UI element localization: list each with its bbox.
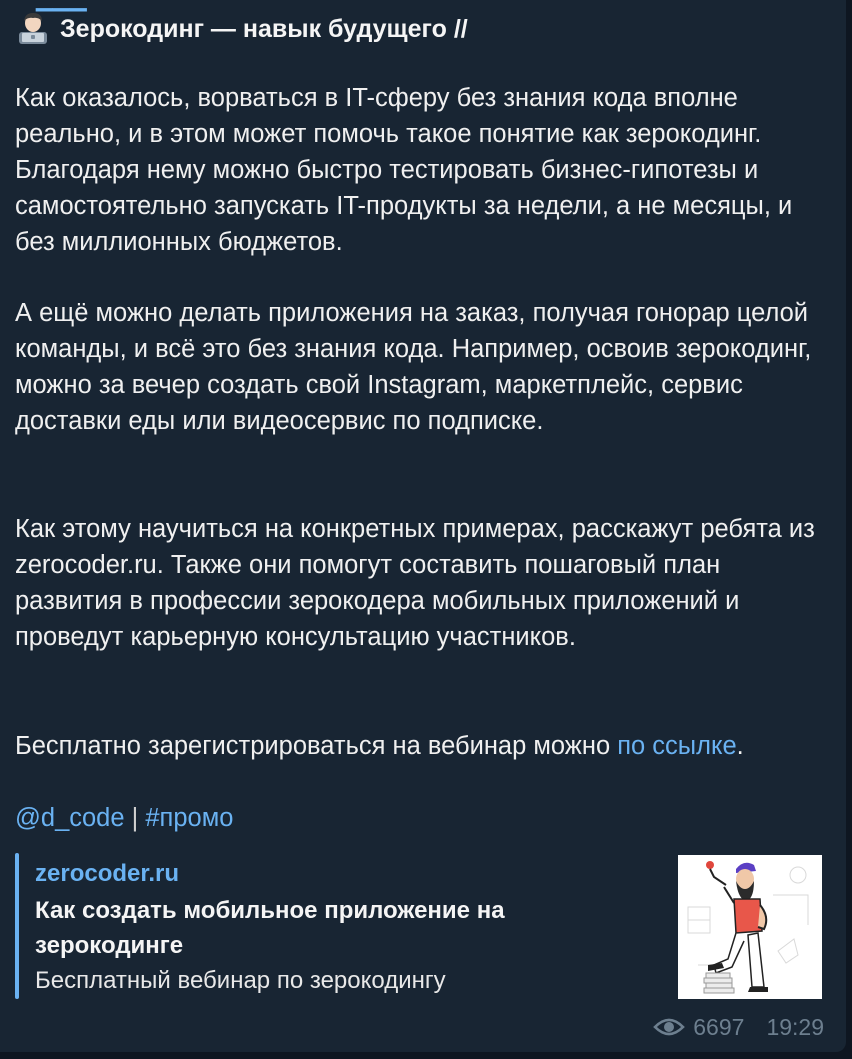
eye-icon [653, 1016, 685, 1038]
tag-separator: | [124, 804, 146, 832]
link-preview-title: Как создать мобильное приложение на зерокодинге [35, 897, 505, 959]
link-preview-accent-bar [15, 853, 19, 999]
message-meta [653, 1012, 824, 1042]
link-preview[interactable] [15, 853, 825, 999]
post-paragraph-1: Как оказалось, ворваться в IT-сферу без знания кода вполне реально, и в этом может помочь такое понятие как зерокодинг. Благодаря нему можно быстро тестировать бизнес-гипотезы и самостоятельно запускать IT-продукты за недели, а не месяцы, и без миллионных бюджетов. [15, 84, 793, 256]
link-preview-description: Бесплатный вебинар по зерокодингу [35, 967, 446, 994]
post-paragraph-3: Как этому научиться на конкретных примерах, расскажут ребята из zerocoder.ru. Также они помогут составить пошаговый план развития в профессии зерокодера мобильных приложений и проведут карьерную консультацию участников. [15, 515, 815, 651]
channel-mention-link[interactable]: @d_code [15, 804, 125, 832]
post-title-row [16, 12, 468, 46]
bearded-man-illustration-icon [678, 855, 822, 999]
registration-period: . [736, 732, 744, 760]
post-paragraph-4 [15, 728, 830, 764]
registration-link[interactable]: по ссылке [617, 732, 737, 760]
link-preview-thumbnail[interactable] [678, 855, 822, 999]
post-tags [15, 800, 233, 836]
link-preview-site: zerocoder.ru [35, 860, 180, 887]
post-title: Зерокодинг — навык будущего // [60, 14, 468, 43]
view-count: 6697 [693, 1014, 745, 1040]
post-paragraph-2: А ещё можно делать приложения на заказ, получая гонорар целой команды, и всё это без знания кода. Например, освоив зерокодинг, можно за вечер создать свой Instagram, маркетплейс, сервис доставки еды или видеосервис по подписке. [15, 299, 812, 435]
technologist-emoji-icon [16, 12, 50, 46]
message-time: 19:29 [766, 1014, 824, 1040]
promo-hashtag-link[interactable]: #промо [145, 804, 234, 832]
cropped-header-fragment [36, 0, 87, 2]
registration-text: Бесплатно зарегистрироваться на вебинар можно [15, 732, 618, 760]
